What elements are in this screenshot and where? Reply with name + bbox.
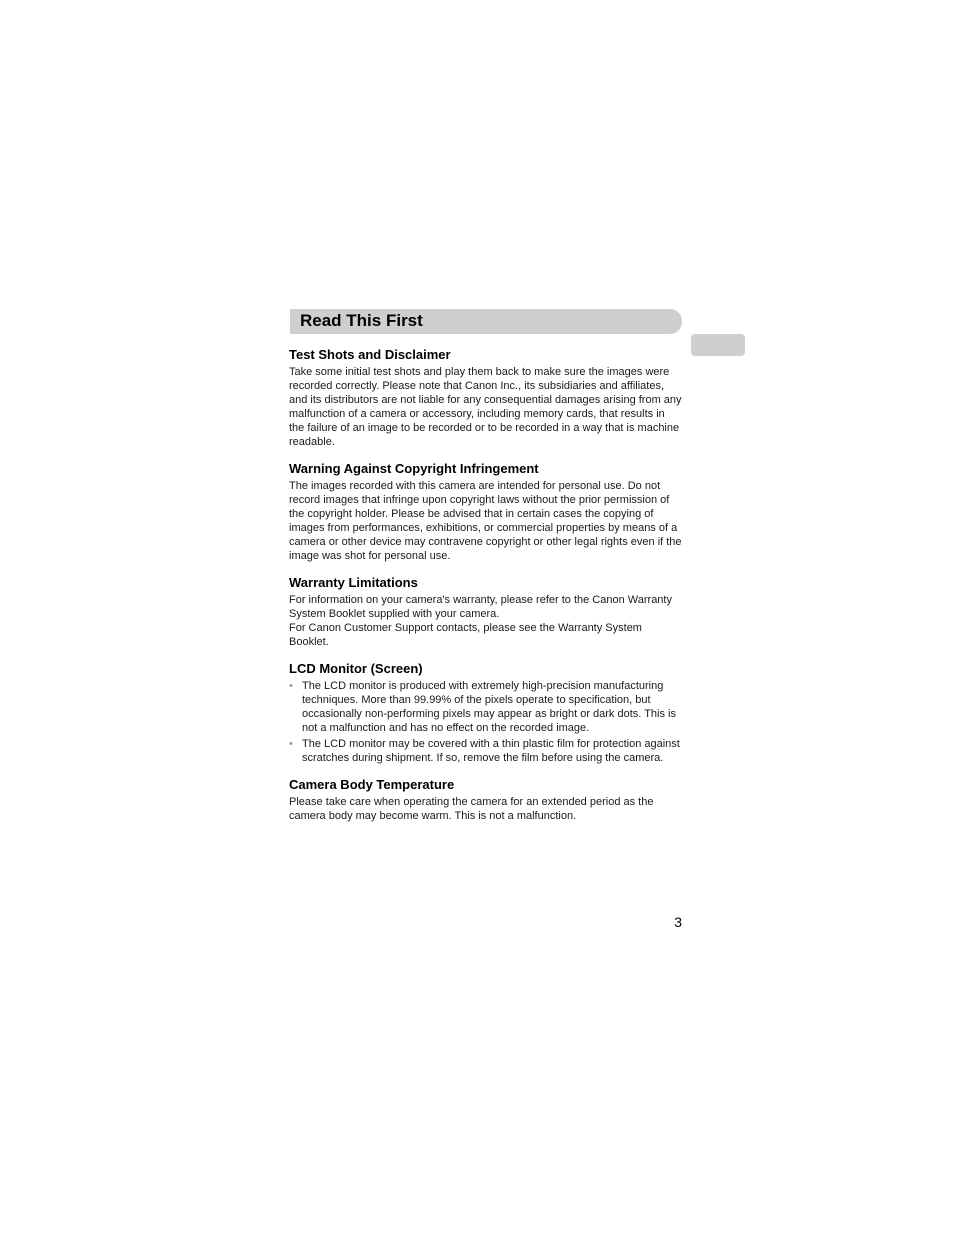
section-body-temperature <box>289 776 683 823</box>
section-heading-lcd-monitor: LCD Monitor (Screen) <box>289 661 423 676</box>
section-copyright <box>289 460 683 563</box>
section-title-bar <box>290 309 682 334</box>
section-heading-warranty: Warranty Limitations <box>289 575 418 590</box>
paragraph-body-temperature: Please take care when operating the camera for an extended period as the camera body may become warm. This is not a malfunction. <box>289 796 654 822</box>
section-lcd-monitor <box>289 660 683 765</box>
paragraph-copyright: The images recorded with this camera are intended for personal use. Do not record images that infringe upon copyright laws without the prior permission of the copyright holder. Please be advised that in certain cases the copying of images from performances, exhibitions, or commercial properties by means of a camera or other device may contravene copyright or other legal rights even if the image was shot for personal use. <box>289 480 682 562</box>
page-number: 3 <box>674 914 682 930</box>
bullet-icon: • <box>289 680 293 692</box>
chapter-tab-marker <box>691 334 745 356</box>
list-item <box>289 737 683 765</box>
paragraph-warranty-info: For information on your camera's warranty, please refer to the Canon Warranty System Booklet supplied with your camera. <box>289 594 672 620</box>
bullet-text: The LCD monitor is produced with extremely high-precision manufacturing techniques. More than 99.99% of the pixels operate to specification, but occasionally non-performing pixels may appear as bright or dark dots. This is not a malfunction and has no effect on the recorded image. <box>302 680 676 734</box>
section-heading-body-temperature: Camera Body Temperature <box>289 777 455 792</box>
section-heading-copyright: Warning Against Copyright Infringement <box>289 461 539 476</box>
bullet-icon: • <box>289 738 293 750</box>
lcd-bullet-list <box>289 679 683 765</box>
section-warranty <box>289 574 683 649</box>
paragraph-warranty-support: For Canon Customer Support contacts, please see the Warranty System Booklet. <box>289 622 642 648</box>
section-heading-test-shots: Test Shots and Disclaimer <box>289 347 451 362</box>
bullet-text: The LCD monitor may be covered with a thin plastic film for protection against scratches during shipment. If so, remove the film before using the camera. <box>302 738 680 764</box>
list-item <box>289 679 683 735</box>
main-content <box>289 346 683 834</box>
section-test-shots <box>289 346 683 449</box>
paragraph-test-shots: Take some initial test shots and play them back to make sure the images were recorded correctly. Please note that Canon Inc., its subsidiaries and affiliates, and its distributors are not liable for any consequential damages arising from any malfunction of a camera or accessory, including memory cards, that results in the failure of an image to be recorded or to be recorded in a way that is machine readable. <box>289 366 682 448</box>
page-title: Read This First <box>300 311 423 330</box>
